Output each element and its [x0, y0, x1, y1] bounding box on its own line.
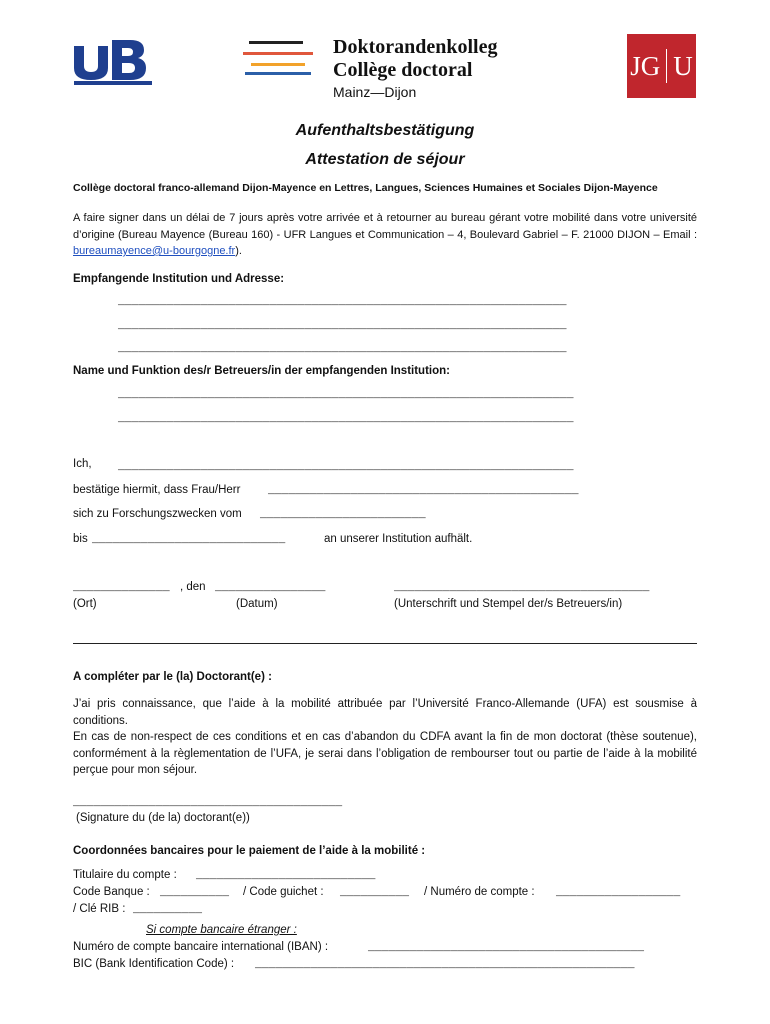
label-iban: Numéro de compte bancaire international (IBAN) :	[73, 941, 329, 953]
institution-line-2[interactable]: _________________________________________________________________	[118, 319, 567, 332]
person-line[interactable]: _____________________________________________	[268, 484, 579, 497]
date-line[interactable]: ________________	[215, 581, 326, 594]
label-ort: (Ort)	[73, 598, 97, 610]
iban-line[interactable]: ________________________________________	[368, 941, 645, 954]
label-bis: bis	[73, 533, 88, 545]
label-ich: Ich,	[73, 458, 92, 470]
doctorant-paragraph-2: En cas de non-respect de ces conditions et en cas d’abandon du CDFA avant la fin de mon doctorat (thèse soutenue), conformément à la règlementation de l’UFA, je serai dans l’obligation de rembourser tout ou partie de l’aide à la mobilité perçue pour mon séjour.	[73, 731, 697, 776]
instructions-paragraph: A faire signer dans un délai de 7 jours après votre arrivée et à retourner au bureau gérant votre mobilité dans votre université d’origine (Bureau Mayence (Bureau 160) - UFR Langues et Communication – 4, Boulevard Gabriel – F. 21000 DIJON – Email : bureaumayence@u-bourgogne.fr).	[73, 212, 697, 257]
titulaire-line[interactable]: __________________________	[196, 869, 376, 882]
bic-line[interactable]: _______________________________________________________	[255, 958, 635, 971]
dk-subtitle: Mainz—Dijon	[333, 84, 417, 100]
label-datum: (Datum)	[236, 598, 278, 610]
dk-title-line1: Doktorandenkolleg	[333, 36, 498, 58]
cle-rib-line[interactable]: __________	[133, 903, 203, 916]
label-cle-rib: / Clé RIB :	[73, 903, 126, 915]
supervisor-line-2[interactable]: __________________________________________________________________	[118, 412, 574, 425]
section-supervisor: Name und Funktion des/r Betreuers/in der empfangenden Institution:	[73, 365, 450, 377]
stamp-line[interactable]: _____________________________________	[394, 581, 650, 594]
from-date-line[interactable]: ________________________	[260, 508, 426, 521]
numero-compte-line[interactable]: __________________	[556, 886, 681, 899]
label-numero-compte: / Numéro de compte :	[424, 886, 535, 898]
label-confirm: bestätige hiermit, dass Frau/Herr	[73, 484, 241, 496]
title-french: Attestation de séjour	[305, 151, 465, 168]
bank-heading: Coordonnées bancaires pour le paiement de l’aide à la mobilité :	[73, 845, 426, 857]
label-den: , den	[180, 581, 206, 593]
institution-line-1[interactable]: _________________________________________________________________	[118, 295, 567, 308]
doctorant-signature-line[interactable]: _______________________________________	[73, 796, 343, 809]
label-bic: BIC (Bank Identification Code) :	[73, 958, 235, 970]
universite-bourgogne-logo	[72, 38, 154, 86]
label-titulaire: Titulaire du compte :	[73, 869, 177, 881]
doctorant-paragraph-1: J’ai pris connaissance, que l’aide à la mobilité attribuée par l’Université Franco-Allemande (UFA) est sousmise à conditions.	[73, 698, 697, 727]
institution-line-3[interactable]: _________________________________________________________________	[118, 342, 567, 355]
title-german: Aufenthaltsbestätigung	[295, 122, 475, 139]
foreign-account-heading: Si compte bancaire étranger :	[146, 924, 297, 936]
label-stays: an unserer Institution aufhält.	[324, 533, 473, 545]
email-link[interactable]: bureaumayence@u-bourgogne.fr	[73, 245, 236, 257]
ich-line[interactable]: __________________________________________________________________	[118, 460, 574, 473]
label-code-banque: Code Banque :	[73, 886, 150, 898]
doktorandenkolleg-logo-lines	[243, 41, 313, 75]
label-signature-doctorant: (Signature du (de la) doctorant(e))	[76, 812, 250, 824]
to-date-line[interactable]: ____________________________	[92, 533, 286, 546]
place-line[interactable]: ______________	[73, 581, 170, 594]
doctorant-heading: A compléter par le (la) Doctorant(e) :	[73, 671, 272, 683]
jgu-logo: JG U	[627, 34, 696, 98]
program-name: Collège doctoral franco-allemand Dijon-Mayence en Lettres, Langues, Sciences Humaines et Sociales Dijon-Mayence	[73, 182, 658, 194]
dk-title-line2: Collège doctoral	[333, 59, 473, 81]
code-guichet-line[interactable]: __________	[340, 886, 410, 899]
section-divider	[73, 643, 697, 644]
label-signature-stamp: (Unterschrift und Stempel der/s Betreuers/in)	[394, 598, 623, 610]
label-research: sich zu Forschungszwecken vom	[73, 508, 242, 520]
code-banque-line[interactable]: __________	[160, 886, 230, 899]
label-code-guichet: / Code guichet :	[243, 886, 324, 898]
section-institution: Empfangende Institution und Adresse:	[73, 273, 285, 285]
supervisor-line-1[interactable]: __________________________________________________________________	[118, 388, 574, 401]
